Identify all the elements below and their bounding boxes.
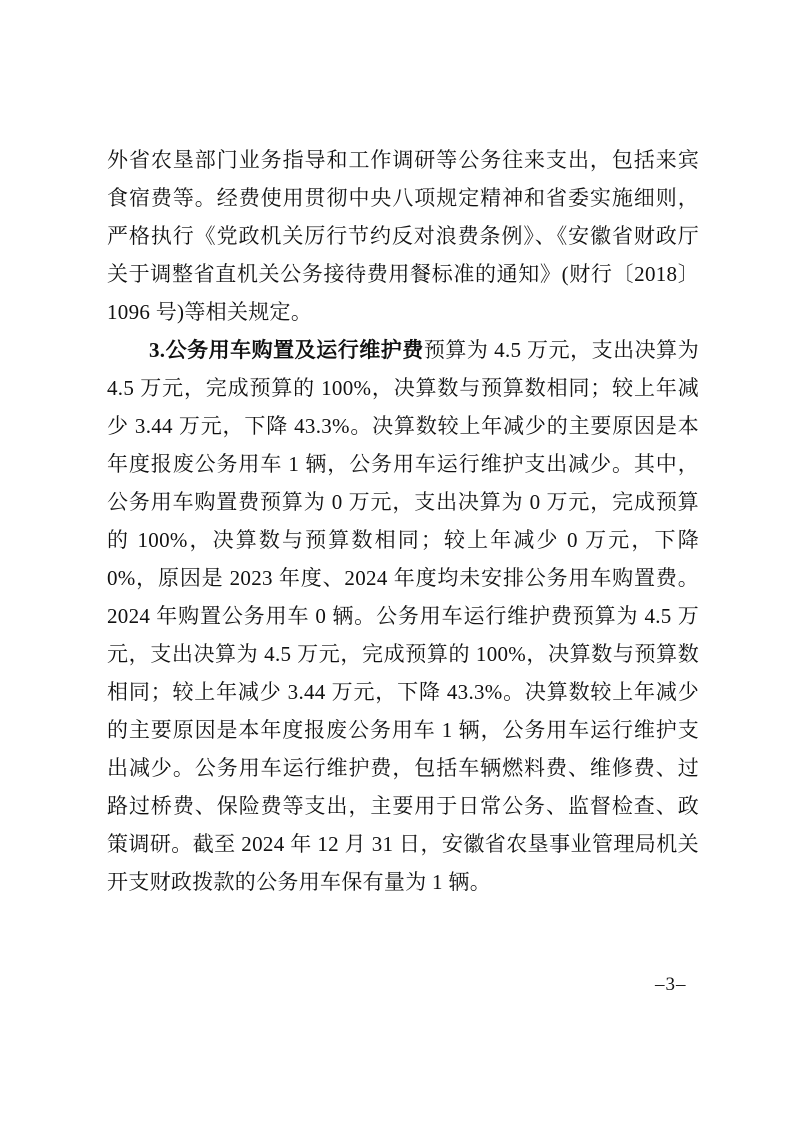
page-number: –3– bbox=[655, 974, 687, 995]
paragraph-funds-regulations bbox=[107, 141, 699, 331]
page-footer bbox=[0, 971, 794, 1001]
paragraph-text: 预算为 4.5 万元，支出决算为 4.5 万元，完成预算的 100%，决算数与预算数相同；较上年减少 3.44 万元，下降 43.3%。决算数较上年减少的主要原因是本年度报废公务用车 1 辆，公务用车运行维护支出减少。其中，公务用车购置费预算为 0 万元，支出决算为 0 万元，完成预算的 100%，决算数与预算数相同；较上年减少 0 万元，下降 0%，原因是 2023 年度、2024 年度均未安排公务用车购置费。2024 年购置公务用车 0 辆。公务用车运行维护费预算为 4.5 万元，支出决算为 4.5 万元，完成预算的 100%，决算数与预算数相同；较上年减少 3.44 万元，下降 43.3%。决算数较上年减少的主要原因是本年度报废公务用车 1 辆，公务用车运行维护支出减少。公务用车运行维护费，包括车辆燃料费、维修费、过路过桥费、保险费等支出，主要用于日常公务、监督检查、政策调研。截至 2024 年 12 月 31 日，安徽省农垦事业管理局机关开支财政拨款的公务用车保有量为 1 辆。 bbox=[107, 338, 699, 894]
inline-section-heading: 3.公务用车购置及运行维护费 bbox=[149, 338, 424, 362]
paragraph-text: 外省农垦部门业务指导和工作调研等公务往来支出，包括来宾食宿费等。经费使用贯彻中央八项规定精神和省委实施细则，严格执行《党政机关厉行节约反对浪费条例》、《安徽省财政厅关于调整省直机关公务接待费用餐标准的通知》(财行〔2018〕1096 号)等相关规定。 bbox=[107, 148, 699, 324]
paragraph-vehicle-fees bbox=[107, 331, 699, 901]
document-body bbox=[107, 141, 699, 901]
